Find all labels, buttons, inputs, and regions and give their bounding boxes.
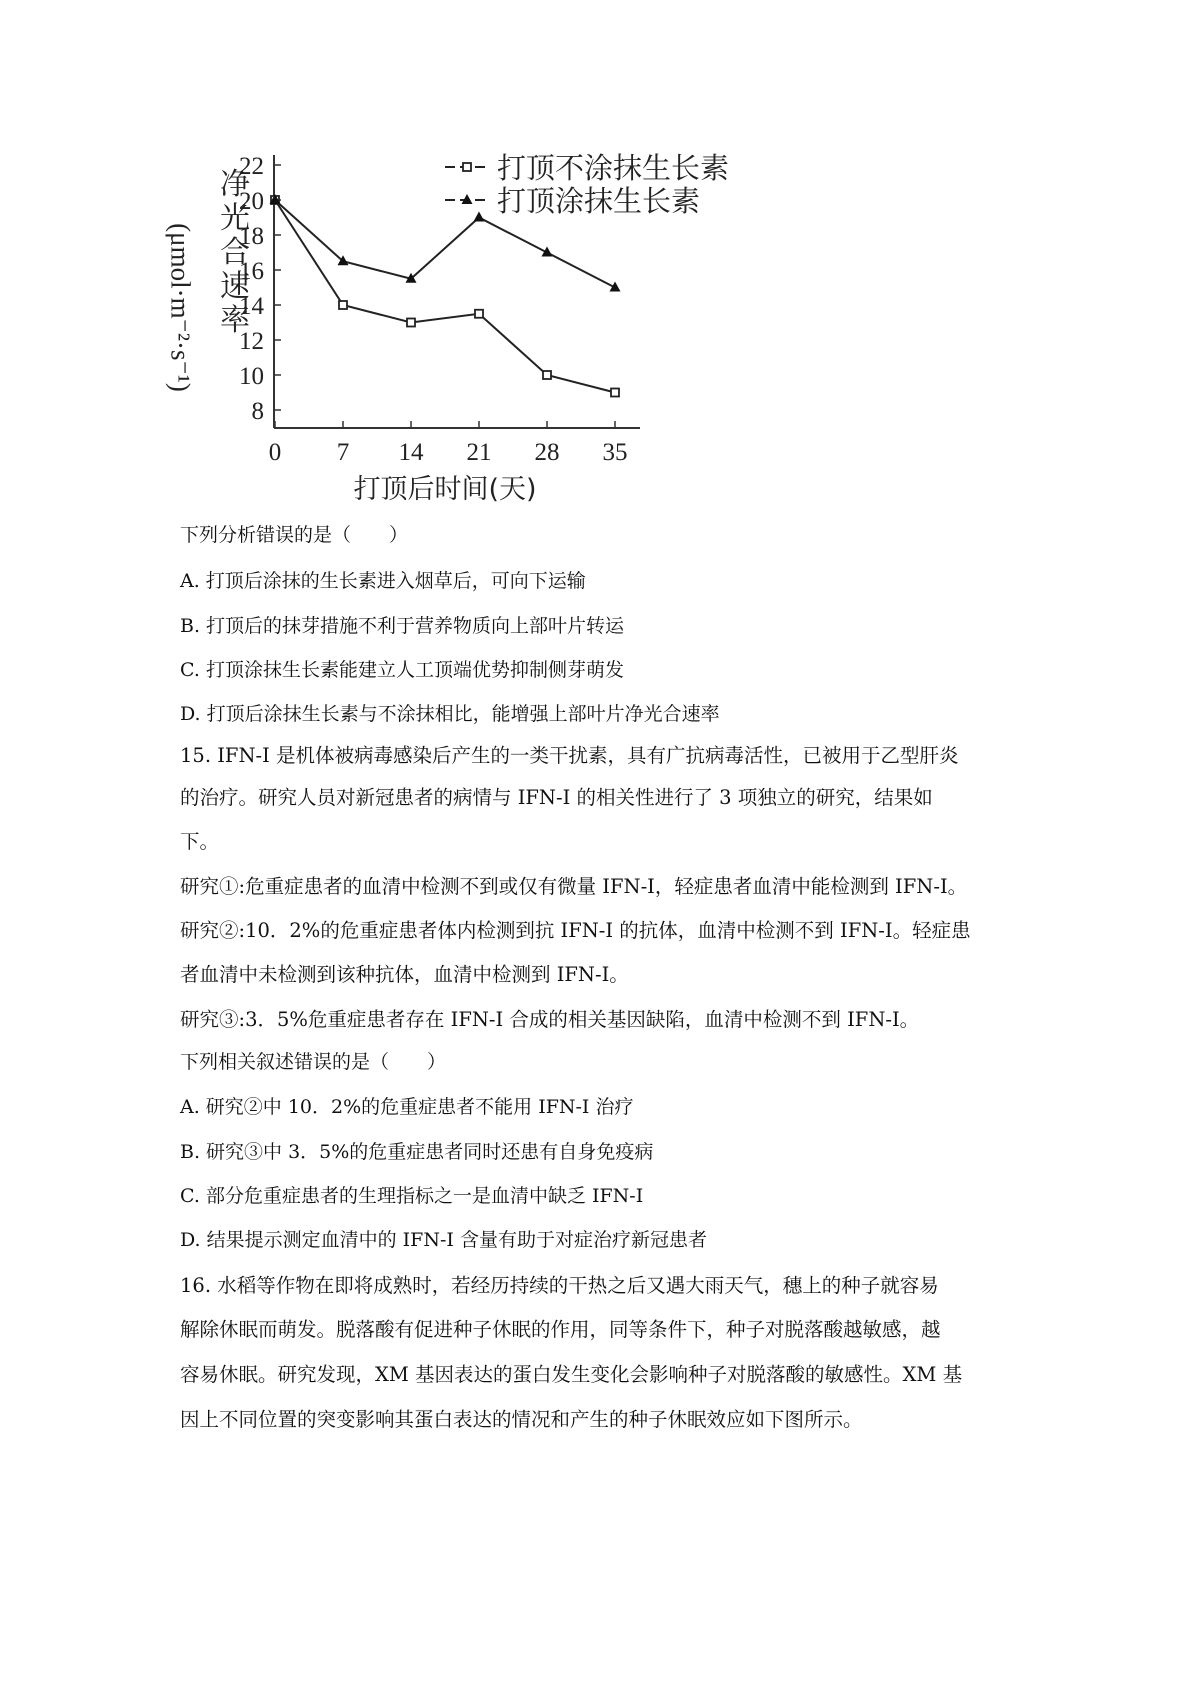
q15-study-1: 研究①:危重症患者的血清中检测不到或仅有微量 IFN-I，轻症患者血清中能检测到 IFN-I。: [180, 875, 968, 898]
q15-stem-line-1: 15. IFN-I 是机体被病毒感染后产生的一类干扰素，具有广抗病毒活性，已被用于乙型肝炎: [180, 744, 959, 767]
data-point-triangle: [474, 212, 485, 222]
x-axis-label: 打顶后时间(天): [353, 474, 537, 505]
q15-study-2-cont: 者血清中未检测到该种抗体，血清中检测到 IFN-I。: [180, 963, 629, 986]
q14-prompt: 下列分析错误的是（ ）: [180, 524, 409, 546]
q15-study-3: 研究③:3．5%危重症患者存在 IFN-I 合成的相关基因缺陷，血清中检测不到 IFN-I。: [180, 1008, 920, 1031]
data-point-square: [543, 371, 551, 379]
y-tick-label: 12: [239, 328, 264, 355]
y-tick-label: 14: [239, 293, 264, 320]
q15-option-d: D. 结果提示测定血清中的 IFN-I 含量有助于对症治疗新冠患者: [180, 1229, 707, 1251]
q14-option-b: B. 打顶后的抹芽措施不利于营养物质向上部叶片转运: [180, 615, 625, 637]
q16-stem-line-3: 容易休眠。研究发现，XM 基因表达的蛋白发生变化会影响种子对脱落酸的敏感性。XM 基: [180, 1363, 963, 1386]
q16-stem-line-4: 因上不同位置的突变影响其蛋白表达的情况和产生的种子休眠效应如下图所示。: [180, 1408, 863, 1431]
q14-option-a: A. 打顶后涂抹的生长素进入烟草后，可向下运输: [180, 570, 586, 592]
q14-option-c: C. 打顶涂抹生长素能建立人工顶端优势抑制侧芽萌发: [180, 659, 624, 681]
q15-study-2: 研究②:10．2%的危重症患者体内检测到抗 IFN-I 的抗体，血清中检测不到 IFN-I。轻症患: [180, 919, 971, 942]
legend-label-2: 打顶涂抹生长素: [497, 184, 701, 218]
q15-stem-line-2: 的治疗。研究人员对新冠患者的病情与 IFN-I 的相关性进行了 3 项独立的研究，结果如: [180, 786, 933, 809]
data-point-square: [611, 389, 619, 397]
legend-marker-square: [463, 163, 471, 171]
photosynthesis-chart: [165, 140, 780, 540]
q15-prompt: 下列相关叙述错误的是（ ）: [180, 1051, 447, 1073]
y-tick-label: 22: [239, 153, 264, 180]
x-tick-label: 0: [268, 439, 282, 466]
y-tick-label: 8: [251, 398, 264, 425]
data-point-square: [475, 310, 483, 318]
q15-option-c: C. 部分危重症患者的生理指标之一是血清中缺乏 IFN-I: [180, 1185, 644, 1207]
q14-option-d: D. 打顶后涂抹生长素与不涂抹相比，能增强上部叶片净光合速率: [180, 703, 720, 725]
chart-canvas: [170, 140, 780, 540]
y-axis-unit: (μmol·m⁻²·s⁻¹): [165, 223, 196, 392]
y-tick-label: 16: [239, 258, 264, 285]
series-line-1: [275, 200, 615, 393]
q15-option-a: A. 研究②中 10．2%的危重症患者不能用 IFN-I 治疗: [180, 1096, 634, 1118]
q16-stem-line-2: 解除休眠而萌发。脱落酸有促进种子休眠的作用，同等条件下，种子对脱落酸越敏感，越: [180, 1318, 941, 1341]
y-tick-label: 18: [239, 223, 264, 250]
legend-label-1: 打顶不涂抹生长素: [497, 151, 730, 185]
q15-option-b: B. 研究③中 3．5%的危重症患者同时还患有自身免疫病: [180, 1141, 654, 1163]
x-tick-label: 35: [602, 439, 628, 466]
q15-stem-line-3: 下。: [180, 830, 220, 853]
x-tick-label: 14: [398, 439, 424, 466]
y-axis-label: 净光合速率: [220, 167, 250, 338]
q16-stem-line-1: 16. 水稻等作物在即将成熟时，若经历持续的干热之后又遇大雨天气，穗上的种子就容易: [180, 1274, 939, 1297]
y-tick-label: 20: [239, 188, 264, 215]
data-point-square: [407, 319, 415, 327]
x-tick-label: 7: [336, 439, 350, 466]
y-tick-label: 10: [239, 363, 264, 390]
x-tick-label: 21: [466, 439, 492, 466]
data-point-square: [339, 301, 347, 309]
x-tick-label: 28: [534, 439, 560, 466]
